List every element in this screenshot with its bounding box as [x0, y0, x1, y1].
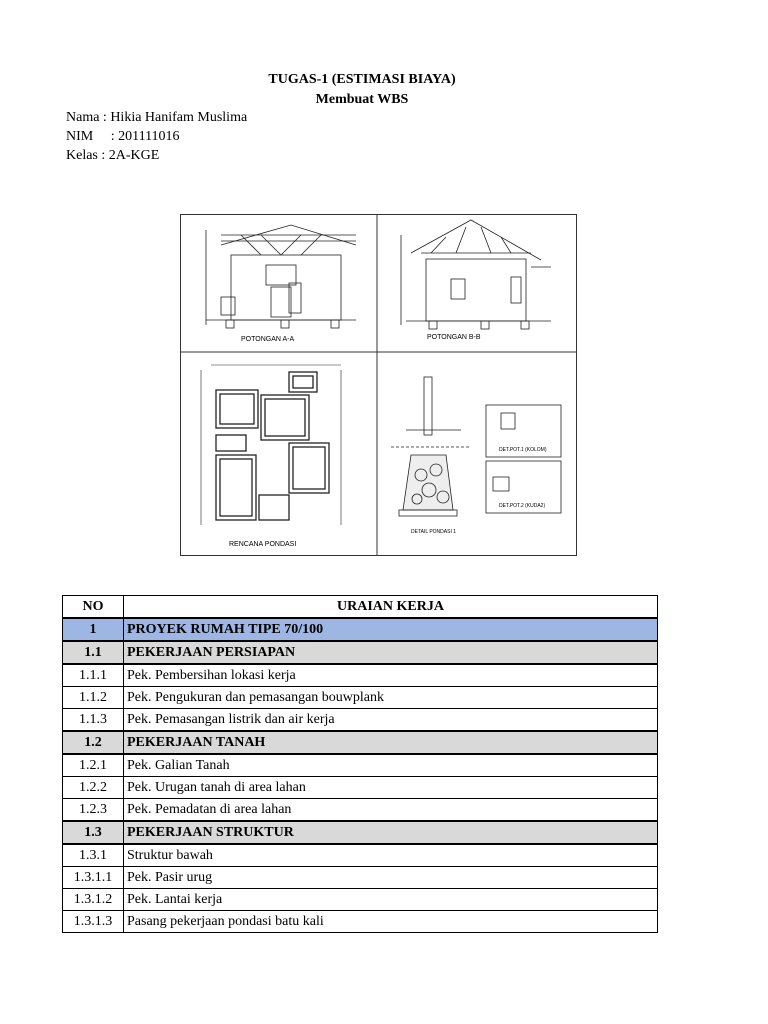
table-row [63, 664, 658, 687]
row-number: 1.1.1 [63, 664, 124, 687]
row-number: 1.3.1.2 [63, 889, 124, 911]
label-detail-2: DET.POT.2 (KUDA2) [499, 503, 546, 509]
row-description: Pasang pekerjaan pondasi batu kali [124, 911, 658, 933]
section-a-drawing [206, 225, 356, 328]
row-description: Pek. Urugan tanah di area lahan [124, 777, 658, 799]
column-detail-drawing [486, 405, 561, 513]
table-row [63, 709, 658, 732]
technical-drawing [180, 214, 577, 556]
table-row [63, 867, 658, 889]
section-b-drawing [401, 220, 551, 329]
label-foundation-plan: RENCANA PONDASI [229, 541, 297, 548]
row-number: 1.2.1 [63, 754, 124, 777]
table-row [63, 687, 658, 709]
document-subtitle: Membuat WBS [315, 92, 409, 107]
row-number: 1.3.1.1 [63, 867, 124, 889]
row-description: PEKERJAAN STRUKTUR [124, 821, 658, 844]
row-description: Struktur bawah [124, 844, 658, 867]
student-nim: NIM : 201111016 [66, 129, 180, 144]
table-row [63, 618, 658, 641]
label-section-b: POTONGAN B-B [427, 334, 481, 341]
col-no-header: NO [63, 596, 124, 619]
col-desc-header: URAIAN KERJA [124, 596, 658, 619]
row-description: PEKERJAAN TANAH [124, 731, 658, 754]
row-number: 1.2.3 [63, 799, 124, 822]
row-number: 1.3 [63, 821, 124, 844]
row-number: 1 [63, 618, 124, 641]
row-number: 1.3.1 [63, 844, 124, 867]
table-row [63, 889, 658, 911]
label-section-a: POTONGAN A-A [241, 336, 295, 343]
wbs-table [62, 595, 658, 933]
table-row [63, 821, 658, 844]
row-description: Pek. Pemadatan di area lahan [124, 799, 658, 822]
row-description: Pek. Pembersihan lokasi kerja [124, 664, 658, 687]
row-number: 1.2.2 [63, 777, 124, 799]
document-header [0, 70, 724, 110]
table-row [63, 641, 658, 664]
table-row [63, 911, 658, 933]
student-class: Kelas : 2A-KGE [66, 148, 160, 163]
row-description: Pek. Pasir urug [124, 867, 658, 889]
row-description: PEKERJAAN PERSIAPAN [124, 641, 658, 664]
row-number: 1.3.1.3 [63, 911, 124, 933]
foundation-detail-drawing [391, 377, 471, 516]
student-name: Nama : Hikia Hanifam Muslima [66, 110, 248, 125]
wbs-body [63, 618, 658, 933]
student-info [66, 108, 247, 165]
row-number: 1.1.3 [63, 709, 124, 732]
row-description: Pek. Lantai kerja [124, 889, 658, 911]
label-detail-foundation: DETAIL PONDASI 1 [411, 529, 457, 535]
drawing-sheet [181, 215, 576, 555]
row-description: Pek. Pemasangan listrik dan air kerja [124, 709, 658, 732]
wbs-header-row [63, 596, 658, 619]
foundation-plan-drawing [201, 365, 341, 525]
row-number: 1.1.2 [63, 687, 124, 709]
table-row [63, 754, 658, 777]
table-row [63, 777, 658, 799]
row-number: 1.2 [63, 731, 124, 754]
row-description: Pek. Pengukuran dan pemasangan bouwplank [124, 687, 658, 709]
row-description: PROYEK RUMAH TIPE 70/100 [124, 618, 658, 641]
table-row [63, 799, 658, 822]
table-row [63, 731, 658, 754]
table-row [63, 844, 658, 867]
row-description: Pek. Galian Tanah [124, 754, 658, 777]
row-number: 1.1 [63, 641, 124, 664]
document-title: TUGAS-1 (ESTIMASI BIAYA) [268, 72, 456, 87]
label-detail-1: DET.POT.1 (KOLOM) [499, 447, 547, 453]
